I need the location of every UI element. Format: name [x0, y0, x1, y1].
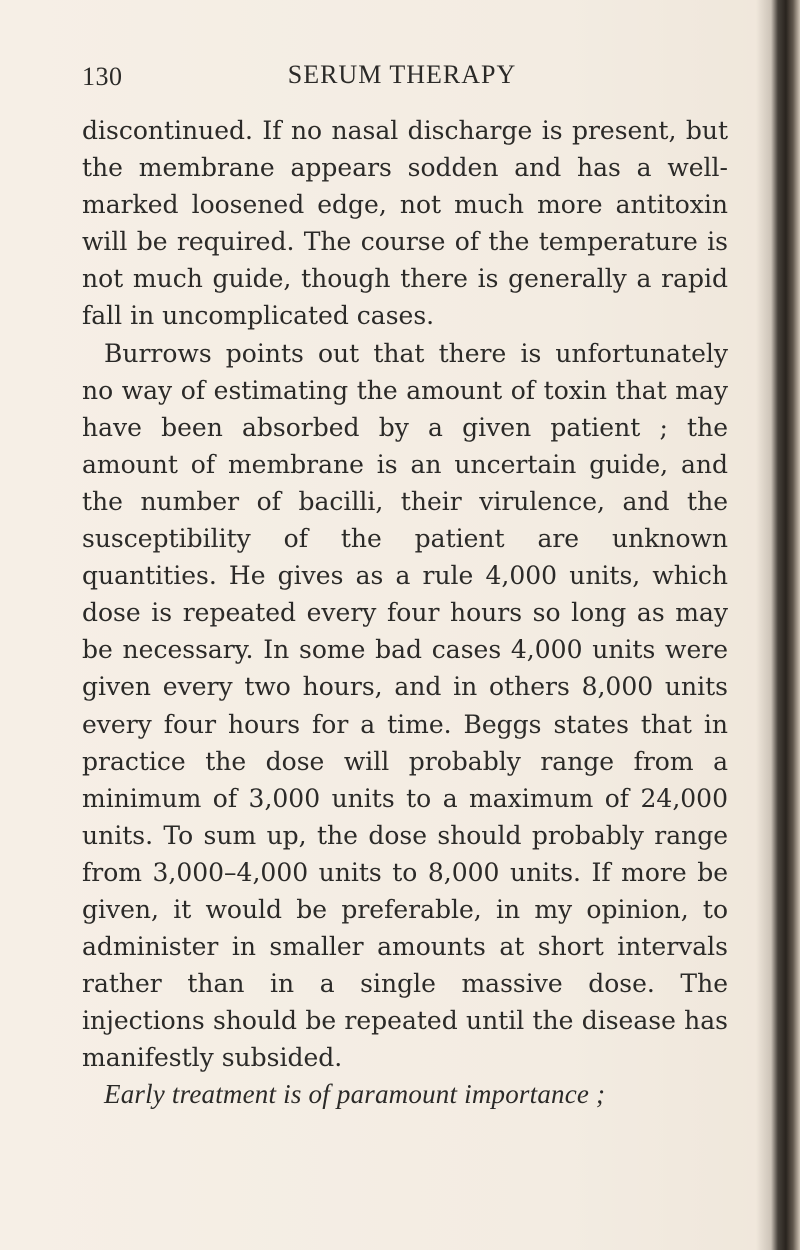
- page-header: [82, 58, 722, 98]
- paragraph-early-treatment: Early treatment is of paramount importance ;: [104, 1079, 606, 1110]
- page-binding-edge: [756, 0, 800, 1250]
- page-number: 130: [82, 62, 123, 91]
- body-text: [82, 112, 728, 1114]
- paragraph-continuation: discontinued. If no nasal discharge is present, but the membrane appears sodden and has a well-marked loosened edge, not much more antitoxin will be required. The course of the temperature is not much guide, though there is generally a rapid fall in uncomplicated cases.: [82, 116, 728, 331]
- paragraph-burrows: Burrows points out that there is unfortunately no way of estimating the amount of toxin that may have been absorbed by a given patient ; the amount of membrane is an uncertain guide, and the number of bacilli, their virulence, and the susceptibility of the patient are unknown quantities. He gives as a rule 4,000 units, which dose is repeated every four hours so long as may be necessary. In some bad cases 4,000 units were given every two hours, and in others 8,000 units every four hours for a time. Beggs states that in practice the dose will probably range from a minimum of 3,000 units to a maximum of 24,000 units. To sum up, the dose should probably range from 3,000–4,000 units to 8,000 units. If more be given, it would be preferable, in my opinion, to administer in smaller amounts at short intervals rather than in a single massive dose. The injections should be repeated until the disease has manifestly subsided.: [82, 338, 728, 1073]
- running-head: SERUM THERAPY: [287, 60, 517, 89]
